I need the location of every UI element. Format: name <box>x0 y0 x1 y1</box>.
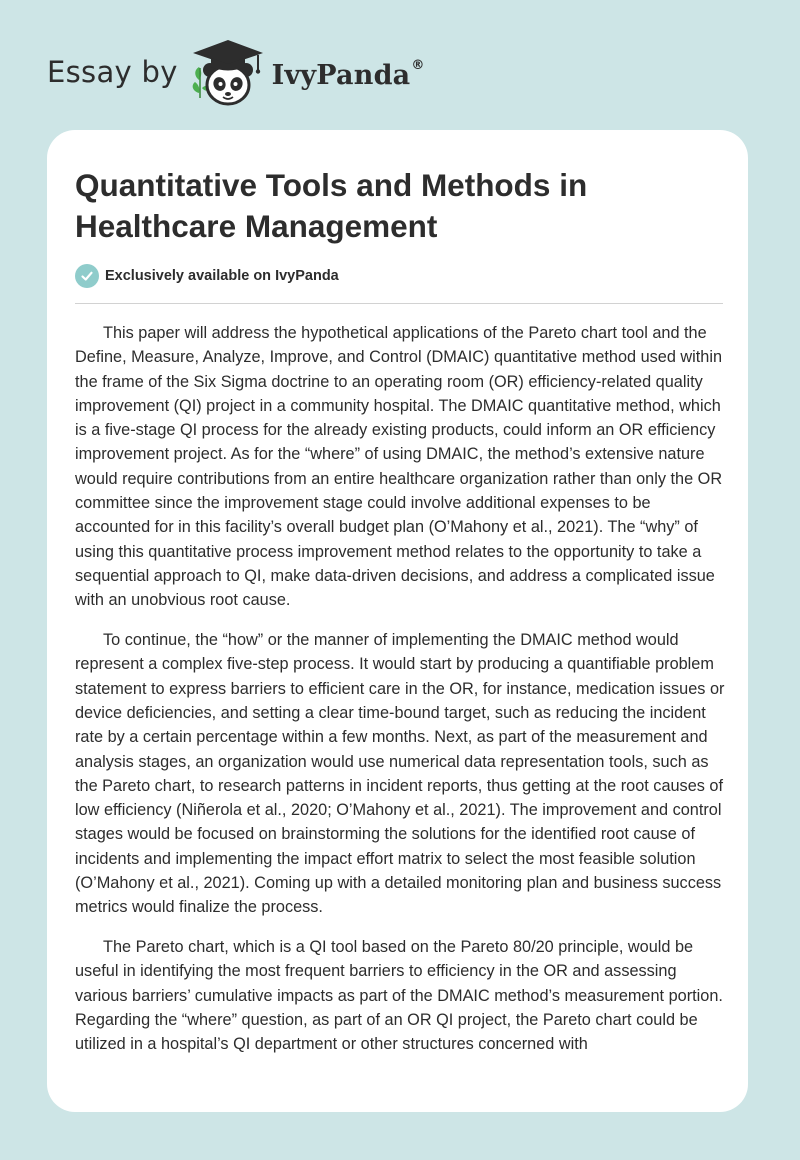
brand-name: IvyPanda® <box>271 58 425 91</box>
divider <box>75 303 723 304</box>
page-title: Quantitative Tools and Methods in Healthcare Management <box>75 167 588 244</box>
brand-prefix: Essay by <box>47 54 178 89</box>
essay-card <box>47 130 748 1112</box>
registered-mark: ® <box>411 58 425 73</box>
paragraph: This paper will address the hypothetical applications of the Pareto chart tool and the Define, Measure, Analyze, Improve, and Control (DMAIC) quantitative method used within the frame of the Six Sigma doctrine to an operating room (OR) efficiency-related quality improvement (QI) project in a community hospital. The DMAIC quantitative method, which is a five-stage QI process for the already existing products, could inform an OR efficiency improvement project. As for the “where” of using DMAIC, the method’s extensive nature would require contributions from an entire healthcare organization rather than only the OR committee since the improvement stage could involve additional expenses to be accounted for in this facility’s overall budget plan (O’Mahony et al., 2021). The “why” of using this quantitative process improvement method relates to the opportunity to take a sequential approach to QI, make data-driven decisions, and address a complicated issue with an unobvious root cause. <box>75 324 723 610</box>
panda-logo-icon <box>190 36 270 111</box>
paragraph: To continue, the “how” or the manner of implementing the DMAIC method would represent a complex five-step process. It would start by producing a quantifiable problem statement to express barriers to efficient care in the OR, for instance, medication issues or device deficiencies, and setting a clear time-bound target, such as reducing the incident rate by a certain percentage within a few months. Next, as part of the measurement and analysis stages, an organization would use numerical data representation tools, such as the Pareto chart, to research patterns in incident reports, thus getting at the root causes of low efficiency (Niñerola et al., 2020; O’Mahony et al., 2021). The improvement and control stages would be focused on brainstorming the solutions for the identified root cause of incidents and implementing the impact effort matrix to select the most feasible solution (O’Mahony et al., 2021). Coming up with a detailed monitoring plan and business success metrics would finalize the process. <box>75 631 725 917</box>
exclusive-badge <box>75 264 339 288</box>
site-header-brand[interactable] <box>47 36 425 111</box>
paragraph: The Pareto chart, which is a QI tool based on the Pareto 80/20 principle, would be useful in identifying the most frequent barriers to efficiency in the OR and assessing various barriers’ cumulative impacts as part of the DMAIC method’s measurement portion. Regarding the “where” question, as part of an OR QI project, the Pareto chart could be utilized in a hospital’s QI department or other structures concerned with <box>75 938 723 1054</box>
exclusive-label: Exclusively available on IvyPanda <box>105 268 339 284</box>
check-circle-icon <box>75 264 99 288</box>
essay-body <box>75 321 725 1072</box>
